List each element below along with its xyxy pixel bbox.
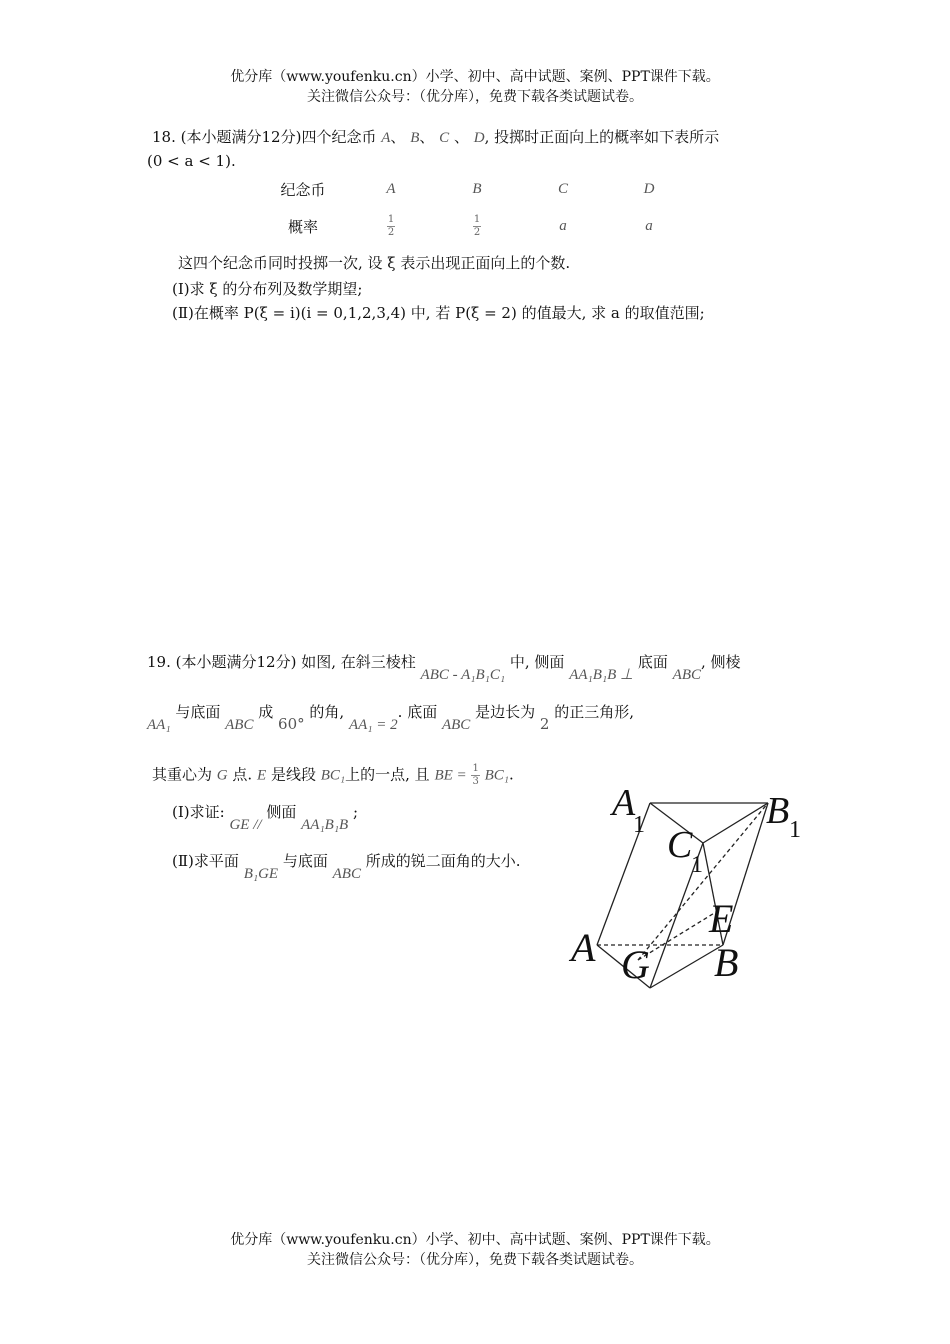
header-line-1: 优分库（www.youfenku.cn）小学、初中、高中试题、案例、PPT课件下载。 [230, 69, 720, 85]
table-prob-d: a [645, 217, 653, 234]
table-coin-a: A [386, 180, 396, 197]
edge-c1b1 [703, 803, 768, 843]
q18-part-1: (Ⅰ)求 ξ 的分布列及数学期望; [172, 280, 363, 298]
footer-line-1: 优分库（www.youfenku.cn）小学、初中、高中试题、案例、PPT课件下载。 [230, 1232, 720, 1248]
q18-line-1 [152, 126, 719, 147]
label-a1: A [612, 782, 636, 824]
footer-line-2: 关注微信公众号：（优分库），免费下载各类试题试卷。 [307, 1252, 643, 1268]
q19-text: 侧面 [266, 803, 297, 821]
table-row-label: 概率 [287, 217, 318, 236]
q19-text: 的正三角形, [554, 703, 635, 721]
label-e: E [709, 896, 734, 941]
label-a1-sub: 1 [633, 812, 645, 838]
q19-part-2 [172, 850, 521, 882]
label-b: B [714, 940, 739, 985]
label-a: A [571, 925, 596, 970]
q18-score: (本小题满分12分) [180, 128, 302, 146]
q19-part-1 [172, 801, 359, 833]
fraction-one-third: $\frac{1}{3}$ [472, 763, 479, 787]
table-coin-b: B [472, 180, 482, 197]
table-prob-a [348, 206, 434, 246]
q19-line-2 [147, 701, 635, 733]
label-b1-sub: 1 [789, 817, 801, 843]
q18-sep: 、 [419, 128, 435, 146]
q19-edge: AA₁ [147, 717, 171, 733]
q18-text-b: , 投掷时正面向上的概率如下表所示 [484, 128, 720, 146]
q19-score: (本小题满分12分) [175, 653, 297, 671]
q19-point-g: G [216, 767, 228, 784]
fraction-one-half: $\frac{1}{2}$ [387, 213, 395, 238]
prism-figure [560, 776, 820, 996]
q18-sep: 、 [390, 128, 406, 146]
q19-text: . [508, 765, 514, 784]
table-prob-c: a [559, 217, 567, 234]
q19-be-eq: BE = [434, 767, 467, 784]
q18-coin-d: D [473, 130, 485, 146]
q19-plane: B₁GE [243, 866, 279, 882]
q19-base: ABC [332, 866, 361, 882]
q19-line-1 [147, 651, 741, 683]
q19-text: 与底面 [175, 703, 221, 721]
q19-number: 19. [147, 653, 171, 671]
q19-base: ABC [441, 717, 471, 733]
q19-text: 中, 侧面 [509, 653, 565, 671]
table-coin-d: D [643, 180, 655, 197]
q18-coin-a: A [381, 130, 391, 146]
q19-text: 底面 [637, 653, 668, 671]
q18-number: 18. [152, 128, 176, 146]
table-header-label: 纪念币 [280, 180, 326, 199]
q19-prism: ABC - A₁B₁C₁ [420, 667, 506, 683]
q18-condition: (0 < a < 1). [147, 152, 236, 170]
q19-text: 其重心为 [152, 765, 213, 784]
q19-face: AA₁B₁B ⊥ [569, 667, 634, 683]
q18-description: 这四个纪念币同时投掷一次, 设 ξ 表示出现正面向上的个数. [178, 254, 571, 272]
q19-text: 是边长为 [475, 703, 536, 721]
q19-base: ABC [672, 667, 702, 683]
q19-text: ; [353, 803, 359, 821]
q19-length: 2 [539, 715, 550, 733]
q19-side-face: AA₁B₁B [301, 817, 349, 833]
q19-base: ABC [225, 717, 254, 733]
q19-text: 所成的锐二面角的大小. [365, 852, 521, 870]
label-c1-sub: 1 [691, 852, 703, 878]
q19-text: 点. [232, 765, 253, 784]
fraction-one-half: $\frac{1}{2}$ [473, 213, 481, 238]
q19-part2-label: (Ⅱ)求平面 [172, 852, 239, 870]
q19-text: , 侧棱 [701, 653, 741, 671]
q19-text: 的角, [309, 703, 345, 721]
q19-text: 是线段 [270, 765, 316, 784]
q19-segment: BC₁ [320, 767, 346, 784]
edge-gb1-hidden [638, 803, 768, 960]
q18-sep: 、 [453, 128, 469, 146]
q19-angle: 60° [278, 715, 305, 733]
probability-table [258, 172, 692, 246]
q19-text: 上的一点, 且 [345, 765, 430, 784]
label-g: G [621, 942, 650, 987]
q19-text: 与底面 [282, 852, 328, 870]
q18-part-2: (Ⅱ)在概率 P(ξ = i)(i = 0,1,2,3,4) 中, 若 P(ξ = 2) 的值最大, 求 a 的取值范围; [172, 304, 705, 322]
table-coin-c: C [557, 180, 568, 197]
q18-coin-c: C [439, 130, 450, 146]
q18-text: 四个纪念币 [301, 128, 377, 146]
header-line-2: 关注微信公众号：（优分库），免费下载各类试题试卷。 [307, 89, 643, 105]
q19-part1-label: (Ⅰ)求证: [172, 803, 225, 821]
q19-text: . 底面 [397, 703, 438, 721]
q19-eq: AA₁ = 2 [348, 717, 398, 733]
q19-point-e: E [256, 767, 267, 784]
q18-coin-b: B [410, 130, 420, 146]
q19-segment: BC₁ [484, 767, 509, 784]
table-prob-b [434, 206, 520, 246]
label-b1: B [766, 790, 790, 832]
q19-text: 成 [258, 703, 274, 721]
q19-text: 如图, 在斜三棱柱 [301, 653, 416, 671]
edge-cb [650, 945, 723, 988]
q19-line-3 [152, 763, 514, 788]
label-c1: C [667, 824, 693, 866]
q19-ge-parallel: GE // [229, 817, 262, 833]
